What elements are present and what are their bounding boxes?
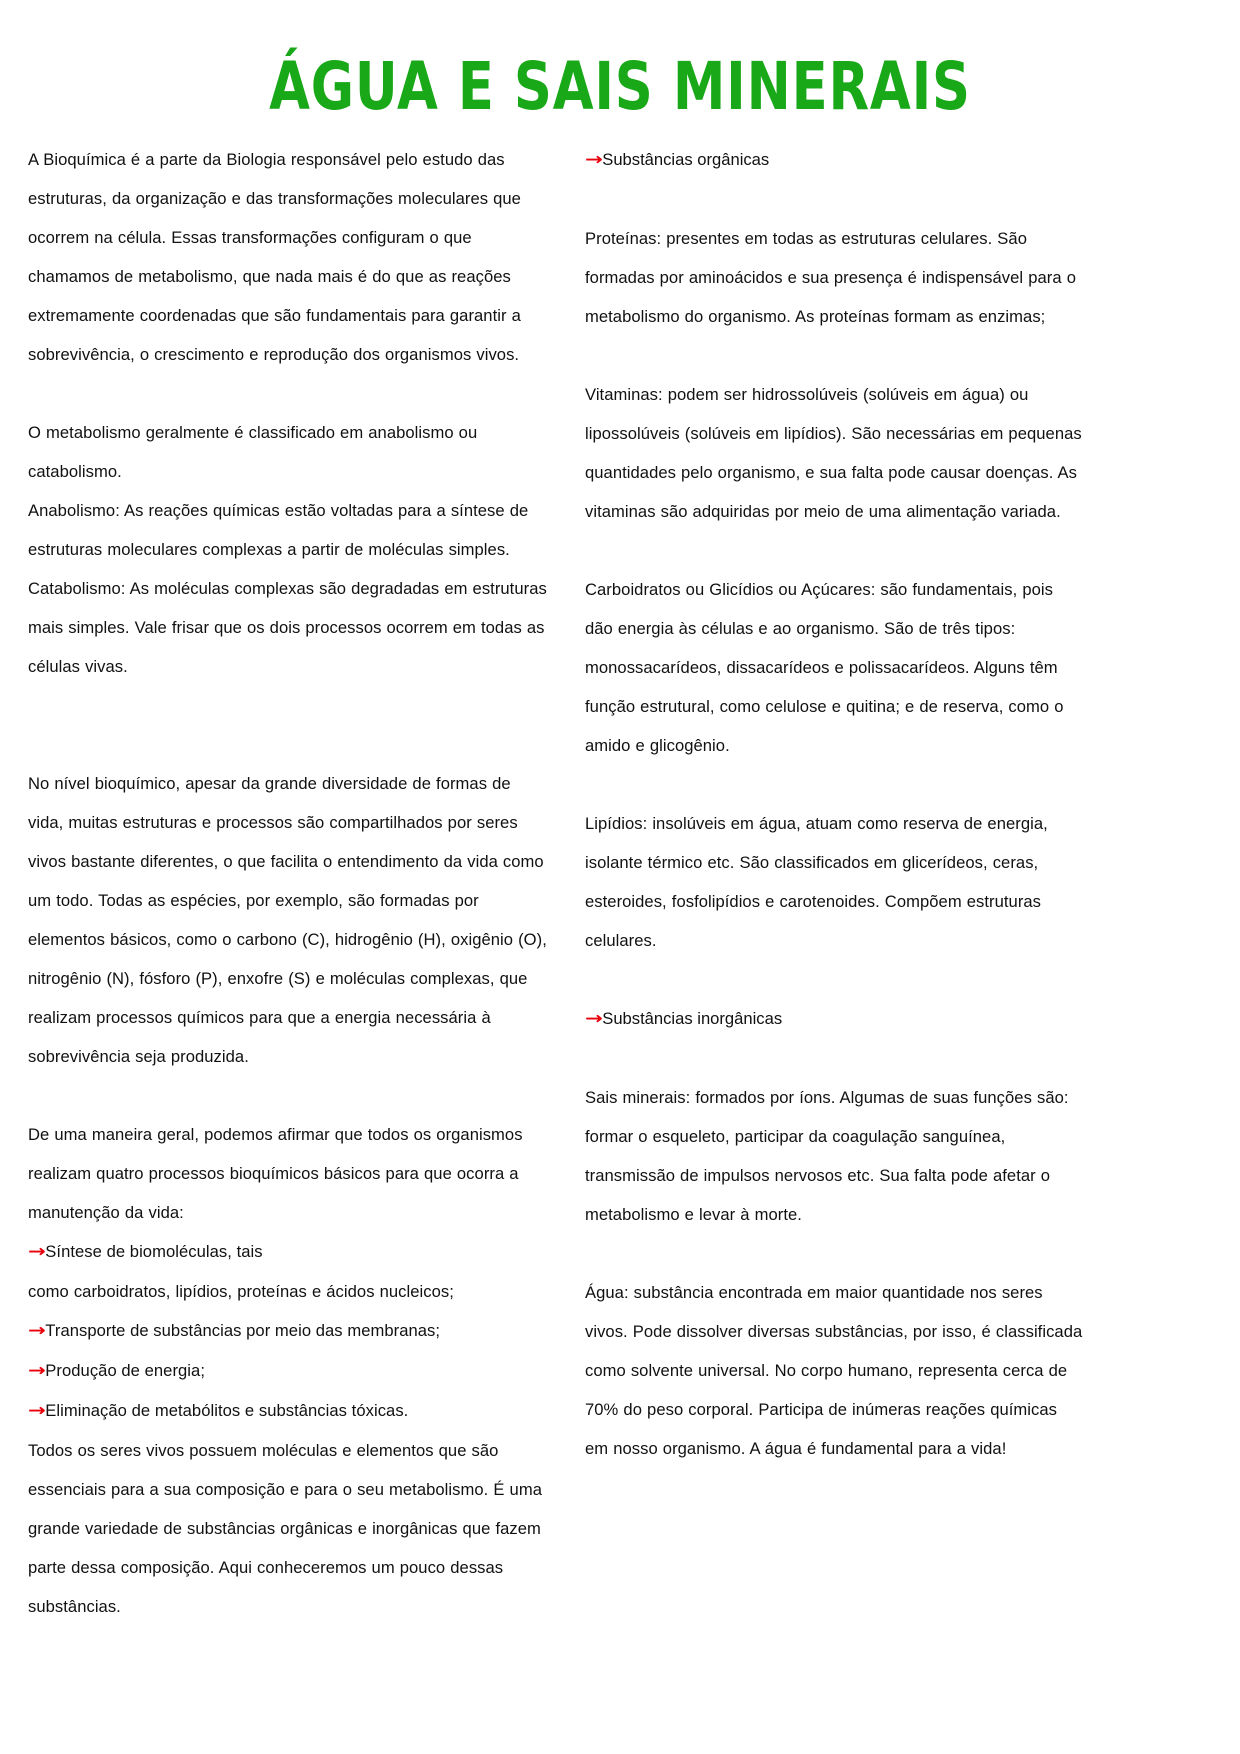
heading-label: Substâncias orgânicas — [602, 150, 770, 169]
list-item-label: Transporte de substâncias por meio das membranas; — [45, 1321, 441, 1340]
spacer — [585, 531, 1085, 570]
spacer — [585, 1039, 1085, 1078]
list-item-sintese — [28, 1232, 548, 1272]
paragraph-quatro-processos: De uma maneira geral, podemos afirmar que todos os organismos realizam quatro processos bioquímicos básicos para que ocorra a manutenção da vida: — [28, 1125, 523, 1222]
paragraph-catabolismo: Catabolismo: As moléculas complexas são degradadas em estruturas mais simples. Vale frisar que os dois processos ocorrem em todas as células vivas. — [28, 579, 547, 676]
two-column-body — [0, 140, 1240, 1626]
spacer — [585, 336, 1085, 375]
paragraph-bioquimica-intro: A Bioquímica é a parte da Biologia responsável pelo estudo das estruturas, da organização e das transformações moleculares que ocorrem na célula. Essas transformações configuram o que chamamos de metabolismo, que nada mais é do que as reações extremamente coordenadas que são fundamentais para garantir a sobrevivência, o crescimento e reprodução dos organismos vivos. — [28, 150, 521, 364]
paragraph-sais-minerais: Sais minerais: formados por íons. Algumas de suas funções são: formar o esqueleto, participar da coagulação sanguínea, transmissão de impulsos nervosos etc. Sua falta pode afetar o metabolismo e levar à morte. — [585, 1088, 1069, 1224]
spacer — [585, 180, 1085, 219]
spacer — [585, 1234, 1085, 1273]
spacer — [585, 765, 1085, 804]
arrow-right-icon: → — [585, 150, 603, 170]
left-column — [28, 140, 548, 1626]
arrow-right-icon: → — [28, 1361, 46, 1381]
paragraph-biomoleculas-continuacao: como carboidratos, lipídios, proteínas e ácidos nucleicos; — [28, 1282, 454, 1301]
paragraph-agua: Água: substância encontrada em maior quantidade nos seres vivos. Pode dissolver diversas substâncias, por isso, é classificada como solvente universal. No corpo humano, representa cerca de 70% do peso corporal. Participa de inúmeras reações químicas em nosso organismo. A água é fundamental para a vida! — [585, 1283, 1083, 1458]
paragraph-vitaminas: Vitaminas: podem ser hidrossolúveis (solúveis em água) ou lipossolúveis (solúveis em lipídios). São necessárias em pequenas quantidades pelo organismo, e sua falta pode causar doenças. As vitaminas são adquiridas por meio de uma alimentação variada. — [585, 385, 1082, 521]
heading-substancias-organicas — [585, 140, 1085, 180]
arrow-right-icon: → — [28, 1321, 46, 1341]
list-item-label: Eliminação de metabólitos e substâncias tóxicas. — [45, 1401, 409, 1420]
paragraph-anabolismo: Anabolismo: As reações químicas estão voltadas para a síntese de estruturas moleculares complexas a partir de moléculas simples. — [28, 501, 529, 559]
paragraph-proteinas: Proteínas: presentes em todas as estruturas celulares. São formadas por aminoácidos e sua presença é indispensável para o metabolismo do organismo. As proteínas formam as enzimas; — [585, 229, 1076, 326]
list-item-transporte — [28, 1311, 548, 1351]
spacer — [28, 686, 548, 764]
spacer — [28, 374, 548, 413]
paragraph-nivel-bioquimico: No nível bioquímico, apesar da grande diversidade de formas de vida, muitas estruturas e processos são compartilhados por seres vivos bastante diferentes, o que facilita o entendimento da vida como um todo. Todas as espécies, por exemplo, são formadas por elementos básicos, como o carbono (C), hidrogênio (H), oxigênio (O), nitrogênio (N), fósforo (P), enxofre (S) e moléculas complexas, que realizam processos químicos para que a energia necessária à sobrevivência seja produzida. — [28, 774, 547, 1066]
spacer — [585, 960, 1085, 999]
arrow-right-icon: → — [28, 1242, 46, 1262]
right-column — [585, 140, 1085, 1468]
list-item-producao-energia — [28, 1351, 548, 1391]
paragraph-todos-seres-vivos: Todos os seres vivos possuem moléculas e elementos que são essenciais para a sua composição e para o seu metabolismo. É uma grande variedade de substâncias orgânicas e inorgânicas que fazem parte dessa composição. Aqui conheceremos um pouco dessas substâncias. — [28, 1441, 542, 1616]
spacer — [28, 1076, 548, 1115]
heading-label: Substâncias inorgânicas — [602, 1009, 783, 1028]
arrow-right-icon: → — [28, 1401, 46, 1421]
arrow-right-icon: → — [585, 1009, 603, 1029]
list-item-eliminacao — [28, 1391, 548, 1431]
heading-substancias-inorganicas — [585, 999, 1085, 1039]
page-title: ÁGUA E SAIS MINERAIS — [269, 48, 971, 126]
list-item-label: Produção de energia; — [45, 1361, 205, 1380]
paragraph-metabolismo-classificacao: O metabolismo geralmente é classificado em anabolismo ou catabolismo. — [28, 423, 478, 481]
list-item-label: Síntese de biomoléculas, tais — [45, 1242, 263, 1261]
paragraph-carboidratos: Carboidratos ou Glicídios ou Açúcares: são fundamentais, pois dão energia às células e ao organismo. São de três tipos: monossacarídeos, dissacarídeos e polissacarídeos. Alguns têm função estrutural, como celulose e quitina; e de reserva, como o amido e glicogênio. — [585, 580, 1064, 755]
paragraph-lipidios: Lipídios: insolúveis em água, atuam como reserva de energia, isolante térmico etc. São classificados em glicerídeos, ceras, esteroides, fosfolipídios e carotenoides. Compõem estruturas celulares. — [585, 814, 1048, 950]
